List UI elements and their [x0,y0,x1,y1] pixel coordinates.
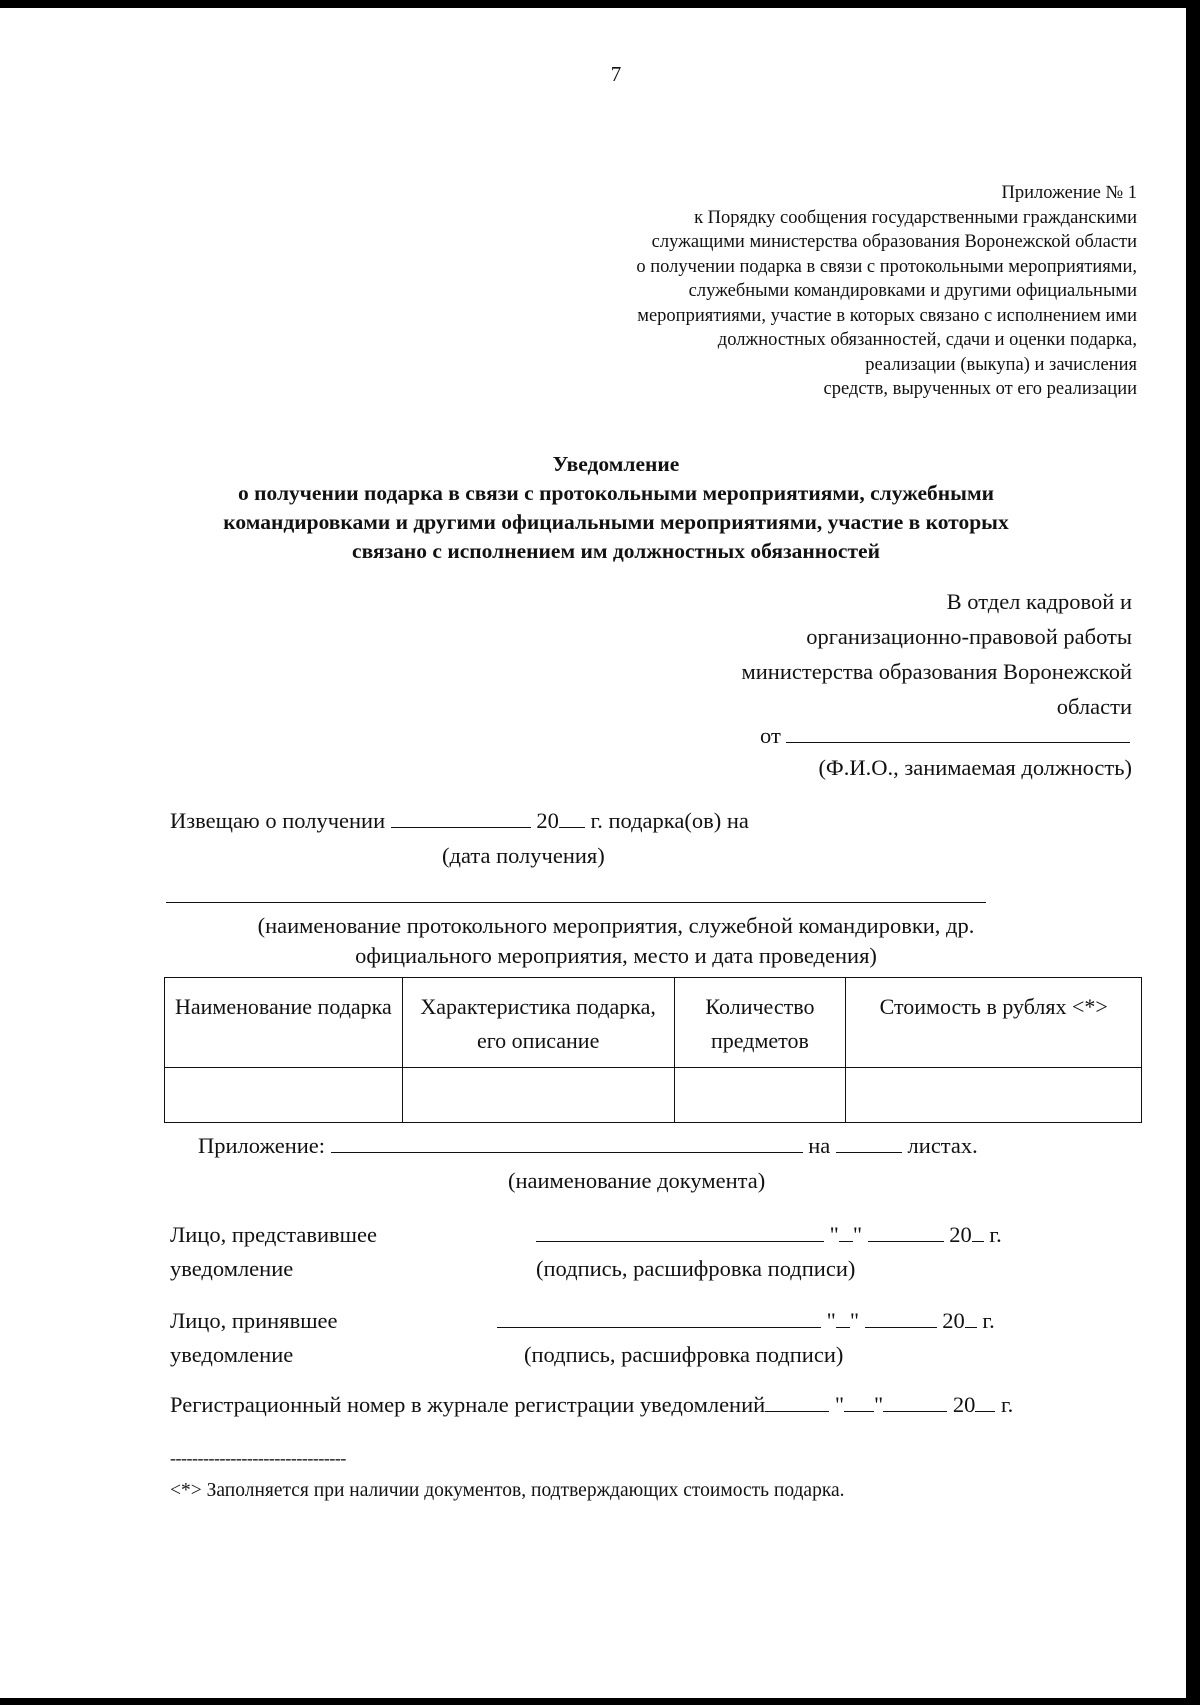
column-header-gift-name: Наименование подарка [165,978,403,1068]
accepted-label-line: Лицо, принявшее [170,1308,338,1333]
receipt-date-field[interactable] [391,826,531,828]
appendix-line: к Порядку сообщения государственными гражданскими [694,207,1137,228]
appendix-line: служебными командировками и другими официальными [688,281,1137,301]
scan-border-bottom [0,1698,1200,1705]
quote-open: " [834,1392,844,1417]
table-row [165,1068,1142,1123]
accepted-month-field[interactable] [865,1326,937,1328]
receipt-year-field[interactable] [559,826,585,828]
registration-day-field[interactable] [844,1410,874,1412]
title-line: командировками и другими официальными мероприятиями, участие в которых [223,510,1009,534]
appendix-line: служащими министерства образования Воронежской области [651,232,1137,252]
registration-year-prefix: 20 [952,1392,976,1417]
quote-open: " [826,1308,836,1333]
attachment-on: на [808,1133,831,1158]
event-caption-line: официального мероприятия, место и дата проведения) [355,943,877,968]
appendix-line: средств, вырученных от его реализации [823,379,1137,399]
event-caption-line: (наименование протокольного мероприятия, служебной командировки, др. [257,913,975,938]
table-header-row [165,978,1142,1068]
attachment-caption: (наименование документа) [508,1168,766,1193]
accepted-year-suffix: г. [982,1308,995,1333]
accepted-caption: (подпись, расшифровка подписи) [524,1342,844,1367]
title-line: связано с исполнением им должностных обязанностей [352,539,880,563]
accepted-label-line: уведомление [170,1342,294,1367]
appendix-line: должностных обязанностей, сдачи и оценки подарка, [717,330,1137,350]
appendix-line: о получении подарка в связи с протокольными мероприятиями, [636,256,1137,277]
registration-number-field[interactable] [765,1410,829,1412]
quote-close: " [874,1392,884,1417]
submitted-day-field[interactable] [839,1240,853,1242]
attachment-sheets-label: листах. [907,1133,978,1158]
submitted-year-field[interactable] [972,1240,984,1242]
quote-close: " [852,1222,862,1247]
addressee-line: организационно-правовой работы [806,624,1132,649]
addressee-line: министерства образования Воронежской [741,659,1132,684]
page-number: 7 [610,62,622,86]
column-header-description: Характеристика подарка, его описание [402,978,674,1068]
attachment-document-field[interactable] [331,1151,803,1153]
submitted-label-line: уведомление [170,1256,294,1281]
description-cell[interactable] [402,1068,674,1123]
quote-close: " [849,1308,859,1333]
submitted-year-prefix: 20 [949,1222,972,1247]
gift-name-cell[interactable] [165,1068,403,1123]
registration-label: Регистрационный номер в журнале регистрации уведомлений [170,1392,766,1417]
appendix-line: мероприятиями, участие в которых связано с исполнением ими [637,305,1137,326]
quote-open: " [829,1222,839,1247]
accepted-signature-row [497,1308,995,1334]
appendix-line: реализации (выкупа) и зачисления [865,354,1137,375]
appendix-line: Приложение № 1 [1001,183,1137,203]
submitted-month-field[interactable] [868,1240,944,1242]
submitted-signature-row [536,1222,1002,1248]
from-row [760,723,1130,749]
title-line: Уведомление [552,452,680,476]
notice-suffix: г. подарка(ов) на [590,808,749,833]
footnote-text: <*> Заполняется при наличии документов, подтверждающих стоимость подарка. [170,1480,845,1501]
accepted-signature-field[interactable] [497,1326,821,1328]
cost-cell[interactable] [846,1068,1142,1123]
registration-month-field[interactable] [883,1410,947,1412]
registration-year-field[interactable] [975,1410,995,1412]
attachment-sheets-field[interactable] [836,1151,902,1153]
submitted-caption: (подпись, расшифровка подписи) [536,1256,856,1281]
column-header-cost: Стоимость в рублях <*> [846,978,1142,1068]
accepted-year-field[interactable] [965,1326,977,1328]
submitted-label-line: Лицо, представившее [170,1222,377,1247]
scan-border-right [1186,0,1200,1705]
from-name-field[interactable] [786,741,1130,743]
appendix-header [636,181,1137,402]
attachment-label: Приложение: [198,1133,326,1158]
addressee-block [742,584,1132,724]
registration-year-suffix: г. [1000,1392,1014,1417]
submitted-signature-field[interactable] [536,1240,824,1242]
column-header-quantity: Количество предметов [674,978,846,1068]
quantity-cell[interactable] [674,1068,846,1123]
registration-row [170,1392,1013,1418]
notice-row [170,808,749,834]
from-caption: (Ф.И.О., занимаемая должность) [818,755,1132,780]
accepted-year-prefix: 20 [942,1308,965,1333]
title-line: о получении подарка в связи с протокольными мероприятиями, служебными [237,481,995,505]
addressee-line: области [1056,694,1132,719]
date-caption: (дата получения) [442,843,605,868]
event-name-field[interactable] [166,902,986,903]
submitted-year-suffix: г. [989,1222,1002,1247]
document-title [0,450,1200,566]
addressee-line: В отдел кадровой и [946,589,1132,614]
footnote-separator: -------------------------------- [170,1448,346,1468]
attachment-row [198,1133,978,1159]
gifts-table [164,977,1142,1123]
scan-border-top [0,0,1200,8]
notice-year-prefix: 20 [536,808,559,833]
accepted-day-field[interactable] [836,1326,850,1328]
from-label: от [760,723,781,748]
notice-prefix: Извещаю о получении [170,808,386,833]
